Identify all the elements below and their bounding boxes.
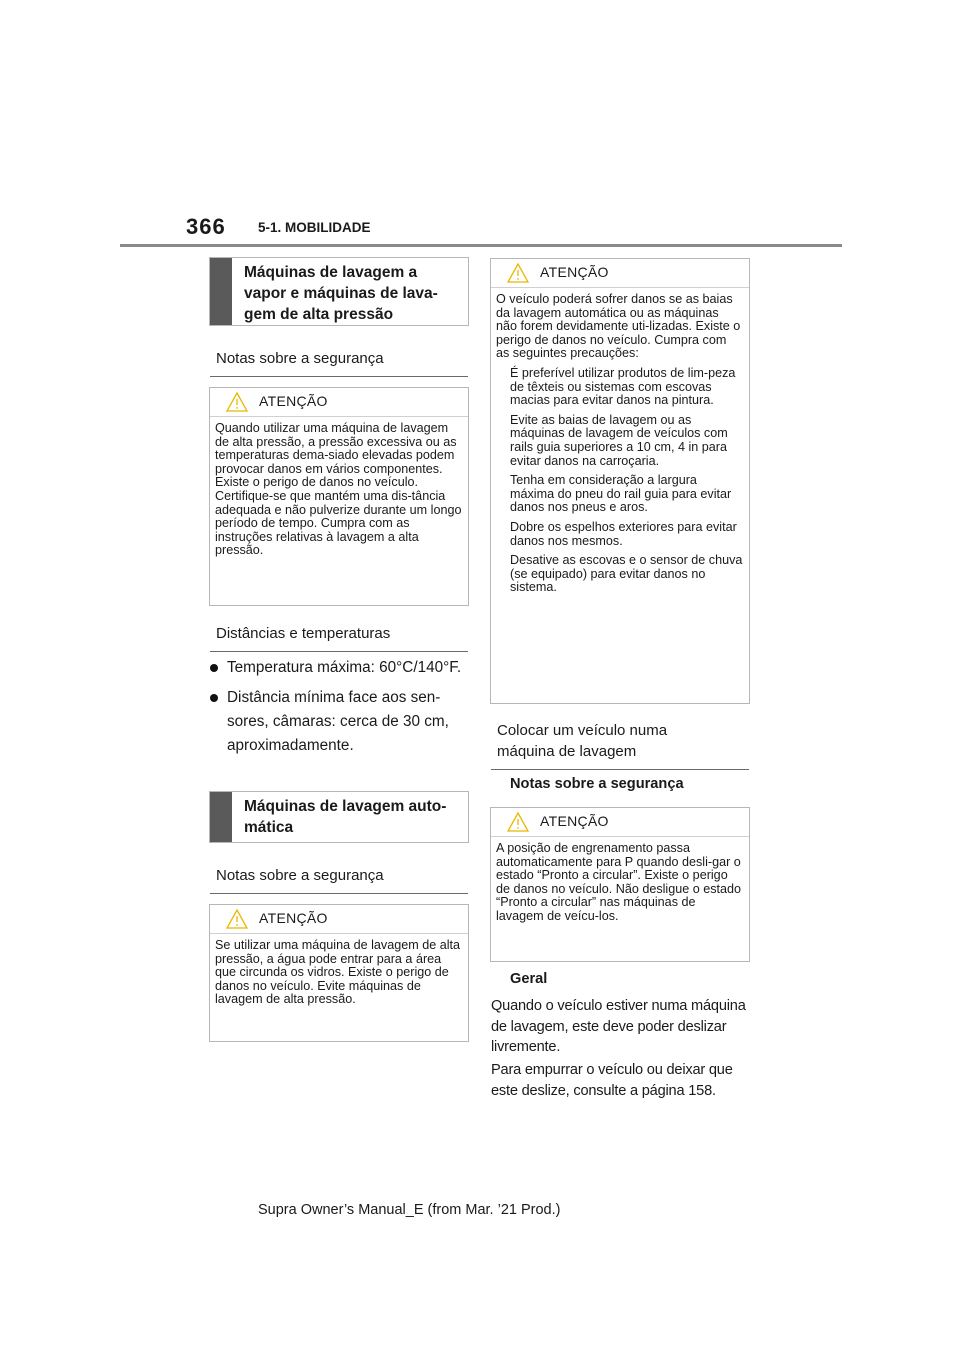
warning-header: [491, 808, 749, 837]
warning-paragraph: O veículo poderá sofrer danos se as baias da lavagem automática ou as máquinas não forem devidamente uti-lizadas. Existe o perigo de danos no veículo. Cumpra com as seguintes precauções:: [496, 292, 741, 361]
section-header-automatic-washers: [209, 791, 469, 843]
subheading-distances: Distâncias e temperaturas: [210, 623, 468, 644]
section-title-line: Máquinas de lavagem a: [244, 264, 418, 281]
warning-label: ATENÇÃO: [259, 910, 328, 926]
warning-text: [491, 837, 749, 930]
section-title-line: Máquinas de lavagem auto-: [244, 798, 447, 815]
section-header-steam-washers: [209, 257, 469, 326]
section-title: [232, 792, 456, 842]
warning-header: [210, 905, 468, 934]
warning-triangle-icon: [226, 392, 248, 412]
warning-item: Tenha em consideração a largura máxima do pneu do rail guia para evitar danos nos pneus e aros.: [510, 473, 732, 515]
warning-item: Desative as escovas e o sensor de chuva (se equipado) para evitar danos no sistema.: [510, 553, 743, 595]
warning-header: [491, 259, 749, 288]
section-title-line: vapor e máquinas de lava-: [244, 285, 438, 302]
label-safety-notes: Notas sobre a segurança: [510, 776, 684, 792]
warning-paragraph: Se utilizar uma máquina de lavagem de alta pressão, a água pode entrar para a área que circunda os vidros. Existe o perigo de danos no veículo. Evite máquinas de lavagem de alta pressão.: [215, 938, 461, 1007]
warning-paragraph: Quando utilizar uma máquina de lavagem de alta pressão, a pressão excessiva ou as temperaturas dema-siado elevadas podem provocar danos em vários componentes. Existe o perigo de danos no veículo. Certifique-se que mantém uma dis-tância adequada e não pulverize durante um longo período de tempo. Cumpra com as instruções relativas à lavagem a alta pressão.: [215, 421, 462, 558]
warning-paragraph: A posição de engrenamento passa automaticamente para P quando desli-gar o estado “Pronto a circular”. Existe o perigo de danos no veículo. Não desligue o estado “Pronto a circular” nas máquinas de lavagem de veícu-los.: [496, 841, 742, 923]
warning-text: [210, 417, 468, 564]
warning-label: ATENÇÃO: [540, 264, 609, 280]
warning-triangle-icon: [226, 909, 248, 929]
paragraph: Para empurrar o veículo ou deixar que este deslize, consulte a página 158.: [491, 1062, 733, 1099]
section-bar: [210, 258, 232, 325]
warning-box: [490, 258, 750, 704]
subheading-place-vehicle: [491, 720, 749, 762]
bullet-icon: [210, 694, 218, 702]
warning-box: [490, 807, 750, 962]
warning-item: Dobre os espelhos exteriores para evitar danos nos mesmos.: [510, 519, 737, 548]
section-title: [232, 258, 448, 325]
subheading-safety-notes: Notas sobre a segurança: [210, 348, 468, 369]
warning-triangle-icon: [507, 812, 529, 832]
warning-item: É preferível utilizar produtos de lim-peza de têxteis ou sistemas com escovas macias para evitar danos na pintura.: [510, 365, 736, 408]
warning-label: ATENÇÃO: [540, 813, 609, 829]
warning-box: [209, 387, 469, 606]
label-general: Geral: [510, 971, 548, 987]
paragraph: Quando o veículo estiver numa máquina de lavagem, este deve poder deslizar livremente.: [491, 998, 746, 1055]
section-title-line: gem de alta pressão: [244, 306, 394, 323]
bullet-list: [210, 656, 468, 764]
page-number: 366: [186, 214, 226, 239]
warning-text: [210, 934, 468, 1013]
warning-label: ATENÇÃO: [259, 393, 328, 409]
header-rule: [120, 244, 842, 247]
footer-text: Supra Owner’s Manual_E (from Mar. ’21 Prod.): [258, 1202, 561, 1218]
bullet-item: [210, 686, 468, 758]
bullet-text: Distância mínima face aos sen-sores, câmaras: cerca de 30 cm, aproximadamente.: [227, 689, 449, 754]
section-bar: [210, 792, 232, 842]
bullet-item: [210, 656, 468, 680]
warning-text: [491, 288, 749, 601]
warning-triangle-icon: [507, 263, 529, 283]
subheading-line: Colocar um veículo numa: [497, 722, 668, 739]
subheading-line: máquina de lavagem: [497, 743, 637, 760]
warning-box: [209, 904, 469, 1042]
subheading-safety-notes: Notas sobre a segurança: [210, 865, 468, 886]
section-title-line: mática: [244, 819, 294, 836]
bullet-icon: [210, 664, 218, 672]
chapter-title: 5-1. MOBILIDADE: [258, 220, 371, 235]
warning-item: Evite as baias de lavagem ou as máquinas de lavagem de veículos com rails guia superiores a 10 cm, 4 in para evitar danos na carroçaria.: [510, 412, 728, 468]
warning-header: [210, 388, 468, 417]
bullet-text: Temperatura máxima: 60°C/140°F.: [227, 659, 462, 676]
